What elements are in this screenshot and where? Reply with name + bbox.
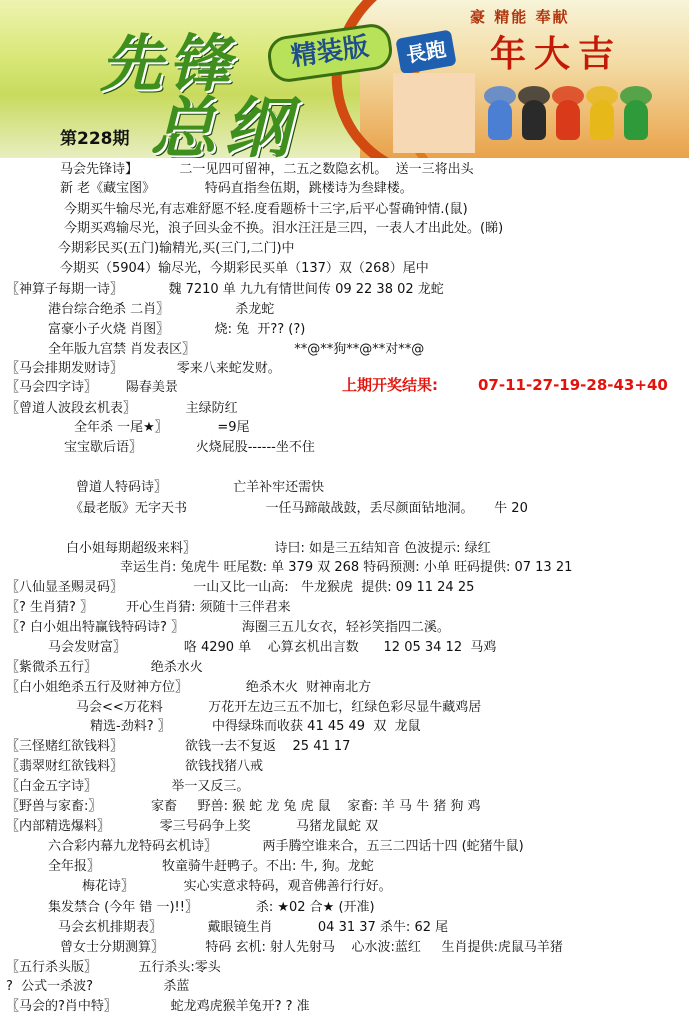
content-line: 马会发财富〗 咯 4290 单 心算玄机出言数 12 05 34 12 马鸡 xyxy=(48,640,497,655)
banner-title-line2: 总纲 xyxy=(150,89,298,158)
mascot-icon xyxy=(556,100,580,140)
content-line: 〖三怪赌红欲钱料〗 欲钱一去不复返 25 41 17 xyxy=(6,739,351,754)
content-line: 〖? 生肖猜? 〗 开心生肖猜: 须随十三伴君来 xyxy=(6,600,291,615)
badge-jingzhuang: 精装版 xyxy=(265,22,394,85)
content-line: 〖曾道人波段玄机表〗 主绿防红 xyxy=(6,401,238,416)
content-line: 今期买鸡输尽光，浪子回头金不换。泪水汪汪是三四，一表人才出此处。(睇) xyxy=(64,221,504,236)
content-line: 六合彩内幕九龙特码玄机诗〗 两手腾空谁来合，五三二四话十四 (蛇猪牛鼠) xyxy=(48,839,524,854)
content-line: 马会<<万花料 万花开左边三五不加七，红绿色彩尽显牛藏鸡居 xyxy=(76,700,482,715)
content-line: 集发禁合 (今年 错 一)!!〗 杀: ★02 合★ (开准) xyxy=(48,900,375,915)
content-line: 今期买牛输尽光,有志难舒愿不轻.度看题桥十三字,后平心誓确钟情.(鼠) xyxy=(64,202,468,217)
content-line: 马会先锋诗】 二一见四可留神，二五之数隐玄机。 送一三将出头 xyxy=(60,162,474,177)
content-line: 〖马会的?肖中特〗 蛇龙鸡虎猴羊兔开? ? 准 xyxy=(6,999,310,1014)
content-line: 〖白金五字诗〗 举一又反三。 xyxy=(6,779,250,794)
content-line: 〖八仙显圣赐灵码〗 一山又比一山高: 牛龙猴虎 提供: 09 11 24 25 xyxy=(6,580,475,595)
content-line: 〖神算子每期一诗〗 魏 7210 单 九九有情世间传 09 22 38 02 龙蛇 xyxy=(6,282,444,297)
content-line: 《最老版》无字天书 一任马蹄敲战鼓，丢尽颜面钻地洞。 牛 20 xyxy=(70,501,528,516)
content-body xyxy=(0,158,689,1017)
content-line: 今期彩民买(五门)输精光,买(三门,二门)中 xyxy=(58,241,295,256)
content-line: 〖? 白小姐出特赢钱特码诗? 〗 海圈三五儿女衣，轻衫笑指四二溪。 xyxy=(6,620,450,635)
content-line: 白小姐每期超级来料〗 诗曰: 如是三五结知音 色波提示: 绿红 xyxy=(66,541,491,556)
content-line: 梅花诗〗 实心实意求特码，观音佛善行行好。 xyxy=(82,879,392,894)
content-line: 曾道人特码诗〗 亡羊补牢还需快 xyxy=(76,480,325,495)
content-line: 〖马会四字诗〗 陽春美景 xyxy=(6,380,178,395)
banner-slogan: 豪 精能 奉献 xyxy=(470,8,570,26)
banner-nian: 年大吉 xyxy=(490,33,623,75)
mascot-icon xyxy=(590,100,614,140)
content-line: 〖五行杀头版〗 五行杀头:零头 xyxy=(6,960,221,975)
content-line: 富豪小子火烧 肖图〗 烧: 兔 开?? (?) xyxy=(48,322,306,337)
content-line: 精选-劲料? 〗 中得绿珠而收获 41 45 49 双 龙鼠 xyxy=(90,719,421,734)
content-line: 〖翡翠财红欲钱料〗 欲钱找猪八戒 xyxy=(6,759,263,774)
content-line: ? 公式一杀波? 杀蓝 xyxy=(6,979,190,994)
content-line: 马会玄机排期表〗 戴眼镜生肖 04 31 37 杀牛: 62 尾 xyxy=(58,920,449,935)
content-line: 〖野兽与家畜:〗 家畜 野兽: 猴 蛇 龙 兔 虎 鼠 家畜: 羊 马 牛 猪 狗 鸡 xyxy=(6,799,481,814)
mascot-icon xyxy=(624,100,648,140)
content-line: 今期买（5904）输尽光，今期彩民买单（137）双（268）尾中 xyxy=(60,261,429,276)
content-line: 〖内部精选爆料〗 零三号码争上奖 马猪龙鼠蛇 双 xyxy=(6,819,379,834)
blank-patch xyxy=(393,73,475,153)
content-line: 曾女士分期测算〗 特码 玄机: 射人先射马 心水波:蓝红 生肖提供:虎鼠马羊猪 xyxy=(60,940,563,955)
content-line: 全年报〗 牧童骑牛赶鸭子。不出: 牛, 狗。龙蛇 xyxy=(48,859,374,874)
header-banner xyxy=(0,0,689,158)
result-label: 上期开奖结果: xyxy=(342,376,438,394)
content-line: 幸运生肖: 兔虎牛 旺尾数: 单 379 双 268 特码预测: 小单 旺码提供: 07 13 21 xyxy=(120,560,573,575)
content-line: 〖紫微杀五行〗 绝杀水火 xyxy=(6,660,203,675)
mascot-icon xyxy=(522,100,546,140)
content-line: 〖白小姐绝杀五行及财神方位〗 绝杀木火 财神南北方 xyxy=(6,680,372,695)
issue-number: 第228期 xyxy=(60,129,130,149)
content-line: 宝宝歇后语〗 火烧屁股------坐不住 xyxy=(64,440,315,455)
content-line: 全年版九宫禁 肖发表区〗 **@**狗**@**对**@ xyxy=(48,342,425,357)
content-line: 新 老《藏宝图》 特码直指叁伍期，跳楼诗为叁肆楼。 xyxy=(60,181,413,196)
content-line: 全年杀 一尾★〗 =9尾 xyxy=(74,420,250,435)
content-line: 港台综合绝杀 二肖〗 杀龙蛇 xyxy=(48,302,275,317)
result-numbers: 07-11-27-19-28-43+40 xyxy=(478,376,668,394)
mascot-icon xyxy=(488,100,512,140)
banner-title-line1: 先锋 xyxy=(100,27,237,100)
content-line: 〖马会排期发财诗〗 零来八来蛇发财。 xyxy=(6,361,281,376)
badge-genpao: 長跑 xyxy=(395,29,456,74)
